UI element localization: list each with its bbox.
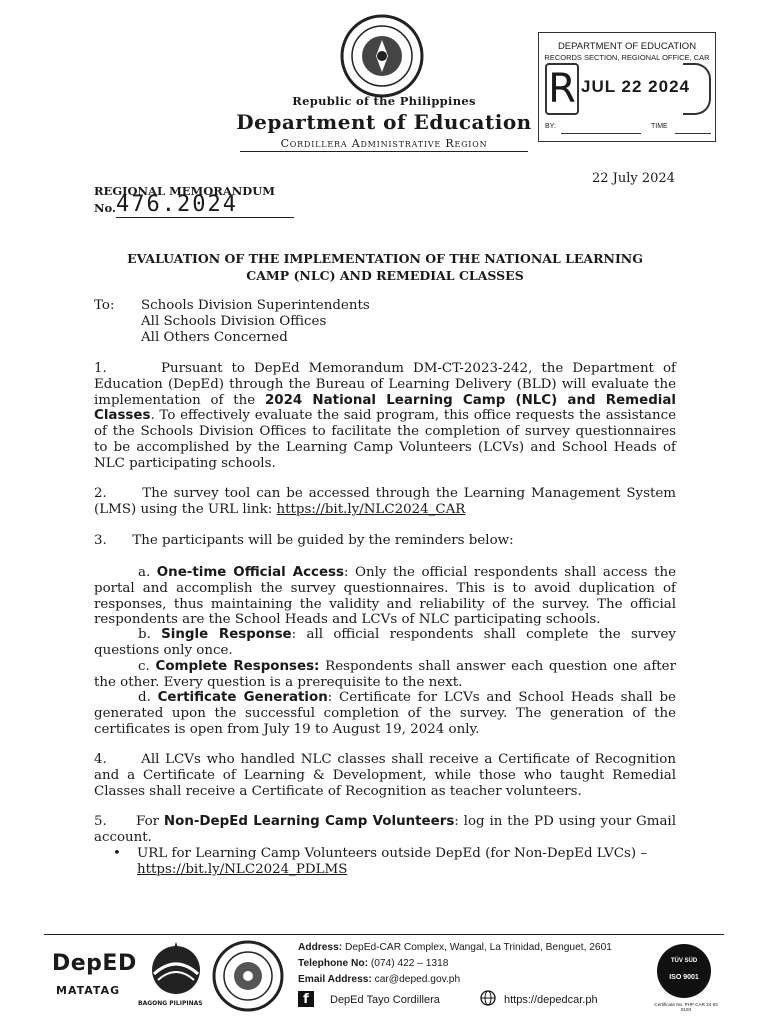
- reminder-c-title: Complete Responses:: [155, 659, 320, 674]
- bullet-icon: •: [113, 846, 121, 861]
- footer-email: [298, 974, 460, 985]
- footer-divider: [44, 934, 724, 935]
- paragraph-1: [94, 361, 676, 472]
- deped-logo: DepED: [52, 951, 137, 976]
- bullet-item: [113, 846, 676, 878]
- survey-link[interactable]: https://bit.ly/NLC2024_CAR: [276, 501, 466, 517]
- reminder-b: [94, 627, 676, 659]
- reminder-b-title: Single Response: [161, 627, 292, 642]
- iso-text: ISO 9001: [669, 974, 699, 981]
- website-link[interactable]: https://depedcar.ph: [504, 994, 598, 1006]
- stamp-time-label: TIME: [651, 123, 668, 130]
- reminder-c-label: c.: [138, 659, 156, 674]
- certificate-number: Certificate No. PHP CAR 24 93 0193: [654, 1002, 718, 1012]
- reminder-b-text: : all official respondents shall complete the survey questions only once.: [94, 627, 676, 658]
- stamp-dept: DEPARTMENT OF EDUCATION: [557, 41, 697, 52]
- memo-date: 22 July 2024: [592, 171, 675, 186]
- p2-text: 2. The survey tool can be accessed through the Learning Management System (LMS) using the URL link:: [94, 486, 676, 517]
- memo-number-label: No.: [94, 201, 116, 215]
- address-value: DepEd-CAR Complex, Wangal, La Trinidad, Benguet, 2601: [342, 942, 612, 953]
- deped-seal-logo: [340, 14, 424, 98]
- paragraph-2: [94, 486, 676, 518]
- memo-subject: [94, 250, 676, 284]
- stamp-time-line: [675, 133, 711, 134]
- stamp-letter-d: [683, 63, 711, 115]
- stamp-section: RECORDS SECTION, REGIONAL OFFICE, CAR: [544, 53, 710, 62]
- email-value: car@deped.gov.ph: [371, 974, 461, 985]
- bullet-text: URL for Learning Camp Volunteers outside DepEd (for Non-DepEd LVCs) –: [137, 846, 648, 861]
- reminder-a-text: : Only the official respondents shall access the portal and accomplish the survey questionnaires. This is to avoid duplication of responses, thus maintaining the validity and reliability of the survey. The official respondents are the School Heads and LCVs of NLC participating schools.: [94, 565, 676, 628]
- p5-text-end: : log in the PD using your Gmail account.: [94, 814, 676, 845]
- reminder-d-text: : Certificate for LCVs and School Heads shall be generated upon the successful completion of the survey. The generation of the certificates is open from July 19 to August 19, 2024 only.: [94, 690, 676, 737]
- globe-icon: [480, 990, 496, 1006]
- region-heading: Cordillera Administrative Region: [240, 137, 528, 152]
- reminder-a-title: One-time Official Access: [156, 565, 344, 580]
- republic-heading: Republic of the Philippines: [292, 94, 476, 108]
- stamp-by-line: [561, 133, 641, 134]
- pdlms-link[interactable]: https://bit.ly/NLC2024_PDLMS: [137, 861, 348, 877]
- recipient-3: All Others Concerned: [141, 330, 288, 345]
- reminder-d: [94, 690, 676, 737]
- facebook-icon[interactable]: f: [298, 991, 314, 1007]
- facebook-page[interactable]: DepEd Tayo Cordillera: [330, 994, 440, 1006]
- phone-label: Telephone No:: [298, 958, 368, 969]
- p1-text: 1. Pursuant to DepEd Memorandum DM-CT-2023-242, the Department of Education (DepEd) through the Bureau of Learning Delivery (BLD) will evaluate the implementation of the: [94, 361, 676, 408]
- matatag-logo: MATATAG: [56, 984, 121, 997]
- to-label: To:: [94, 298, 115, 313]
- memo-type: REGIONAL MEMORANDUM: [94, 184, 276, 198]
- p4-text: 4. All LCVs who handled NLC classes shall receive a Certificate of Recognition and a Certificate of Learning & Development, while those who taught Remedial Classes shall receive a Certificate of Recognition as teacher volunteers.: [94, 752, 676, 799]
- paragraph-5: [94, 814, 676, 846]
- paragraph-4: [94, 752, 676, 799]
- tuv-text: TÜV SÜD: [670, 958, 698, 964]
- reminder-d-title: Certificate Generation: [157, 690, 328, 705]
- p3-text: 3. The participants will be guided by the reminders below:: [94, 533, 514, 548]
- reminder-a-label: a.: [138, 565, 157, 580]
- reminder-d-label: d.: [138, 690, 158, 705]
- received-stamp: [538, 32, 716, 142]
- stamp-letter-r: R: [545, 63, 579, 115]
- address-label: Address:: [298, 942, 343, 953]
- recipient-1: Schools Division Superintendents: [141, 298, 370, 313]
- bagong-pilipinas-text: BAGONG PILIPINAS: [138, 1000, 203, 1007]
- p5-bold: Non-DepEd Learning Camp Volunteers: [163, 814, 455, 829]
- deped-region-seal: [212, 940, 284, 1012]
- footer-phone: [298, 958, 448, 969]
- footer-address: [298, 942, 612, 953]
- department-heading: Department of Education: [236, 110, 532, 134]
- reminder-c: [94, 659, 676, 691]
- bagong-pilipinas-logo: [140, 940, 212, 996]
- reminder-b-label: b.: [138, 627, 162, 642]
- tuv-iso-badge: [657, 944, 711, 998]
- paragraph-3: [94, 533, 676, 549]
- email-label: Email Address:: [298, 974, 372, 985]
- p1-text-end: . To effectively evaluate the said program, this office requests the assistance of the Schools Division Offices to facilitate the completion of survey questionnaires to be accomplished by the Learning Camp Volunteers (LCVs) and School Heads of NLC participating schools.: [94, 408, 676, 471]
- subject-line-1: EVALUATION OF THE IMPLEMENTATION OF THE NATIONAL LEARNING: [127, 251, 643, 266]
- reminder-c-text: Respondents shall answer each question one after the other. Every question is a prerequisite to the next.: [94, 659, 676, 690]
- stamp-date: JUL 22 2024: [581, 77, 690, 96]
- recipient-2: All Schools Division Offices: [141, 314, 327, 329]
- reminder-a: [94, 565, 676, 628]
- p5-text: 5. For: [94, 814, 164, 829]
- phone-value: (074) 422 – 1318: [368, 958, 449, 969]
- subject-line-2: CAMP (NLC) AND REMEDIAL CLASSES: [246, 268, 524, 283]
- p1-bold: 2024 National Learning Camp (NLC) and Remedial Classes: [94, 392, 676, 424]
- stamp-by-label: BY:: [545, 123, 556, 130]
- memo-number: 476.2024: [116, 193, 294, 218]
